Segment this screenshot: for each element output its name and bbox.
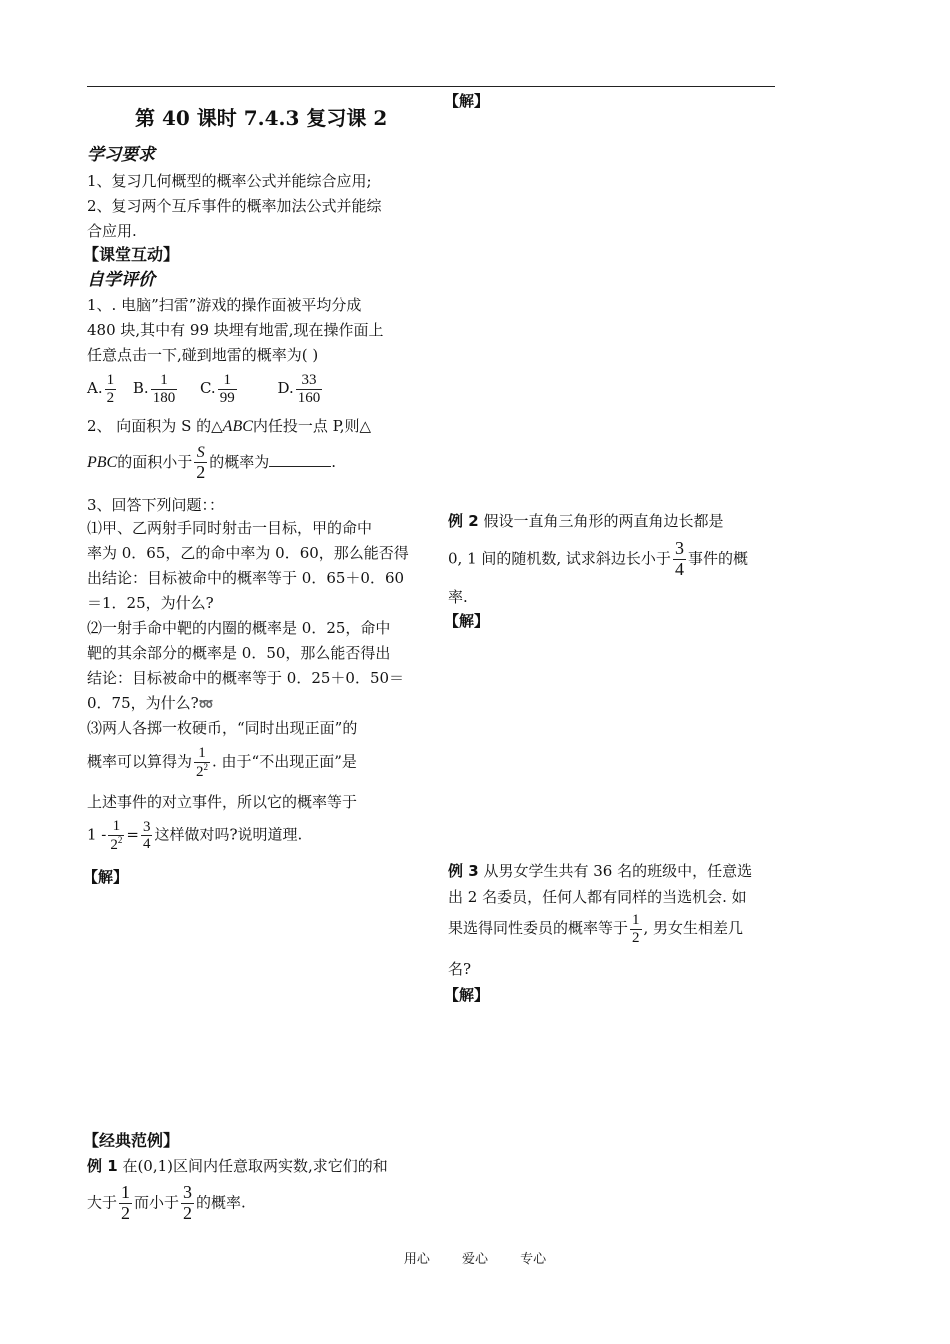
- page-footer: [0, 1248, 950, 1267]
- requirement-2-line2: 合应用.: [87, 222, 137, 240]
- option-c-label: C.: [199, 379, 216, 397]
- footer-a: 用心: [403, 1252, 430, 1267]
- ex2-line2: 0, 1 间的随机数, 试求斜边长小于 $\frac{3}{4}$ 事件的概: [448, 538, 748, 579]
- q3-p3-line1: ⑶两人各掷一枚硬币，“同时出现正面”的: [87, 719, 358, 737]
- answer-label-ex3: 【解】: [444, 986, 490, 1004]
- option-b-label: B.: [132, 379, 149, 397]
- ex2-fraction: $\frac{3}{4}$: [674, 538, 684, 579]
- answer-label-ex1: 【解】: [444, 92, 490, 110]
- answer-label-ex2: 【解】: [444, 612, 490, 630]
- q3-p3-line4: 1 - $\frac{1}{2^2}$ = $\frac{3}{4}$ 这样做对吗?说明道理.: [87, 818, 303, 853]
- ex3-line2: 出 2 名委员，任何人都有同样的当选机会. 如: [448, 888, 747, 906]
- footer-c: 专心: [520, 1252, 547, 1267]
- option-c-fraction: $\frac{1}{99}$: [219, 372, 235, 406]
- q3-p1-line2: 率为 0．65，乙的命中率为 0．60，那么能否得: [87, 544, 409, 562]
- footer-b: 爱心: [461, 1252, 488, 1267]
- q2-line2: PBC的面积小于 $\frac{S}{2}$ 的概率为 .: [87, 444, 337, 482]
- requirement-2-line1: 2、复习两个互斥事件的概率加法公式并能综: [87, 197, 382, 215]
- classic-heading: 【经典范例】: [83, 1131, 180, 1150]
- classroom-heading: 【课堂互动】: [83, 245, 180, 264]
- link-mark-icon: ➿: [198, 697, 214, 711]
- ex1-fraction-three-halves: $\frac{3}{2}$: [183, 1182, 193, 1223]
- option-b-fraction: $\frac{1}{180}$: [152, 372, 176, 406]
- q3-p1-line4: ＝1．25，为什么?: [87, 594, 214, 612]
- ex1-fraction-half: $\frac{1}{2}$: [121, 1182, 131, 1223]
- requirement-1: 1、复习几何概型的概率公式并能综合应用;: [87, 172, 372, 190]
- q3-p2-line1: ⑵一射手命中靶的内圈的概率是 0．25，命中: [87, 619, 391, 637]
- answer-label-q3: 【解】: [83, 868, 129, 886]
- q1-line1: 1、. 电脑”扫雷”游戏的操作面被平均分成: [87, 296, 362, 314]
- option-d-fraction: $\frac{33}{160}$: [297, 372, 321, 406]
- q3-intro: 3、回答下列问题：：: [87, 496, 225, 514]
- q3-fraction-half-squared: $\frac{1}{2^2}$: [196, 745, 209, 780]
- q2-fraction: $\frac{S}{2}$: [196, 444, 206, 482]
- q3-p1-line1: ⑴甲、乙两射手同时射击一目标，甲的命中: [87, 519, 373, 537]
- header-rule: [87, 86, 775, 87]
- q1-options: [87, 372, 324, 406]
- q3-p2-line3: 结论：目标被命中的概率等于 0．25＋0．50＝: [87, 669, 405, 687]
- q2-line1: 2、 向面积为 S 的△ABC内任投一点 P,则△: [87, 417, 372, 435]
- ex2-line1: 例 2 假设一直角三角形的两直角边长都是: [448, 512, 724, 530]
- ex3-fraction: $\frac{1}{2}$: [632, 912, 640, 946]
- ex3-line1: 例 3 从男女学生共有 36 名的班级中，任意选: [448, 862, 753, 880]
- ex3-line3: 果选得同性委员的概率等于 $\frac{1}{2}$ , 男女生相差几: [448, 912, 744, 946]
- q3-p3-line2: 概率可以算得为 $\frac{1}{2^2}$ . 由于“不出现正面”是: [87, 745, 357, 780]
- q1-line2: 480 块,其中有 99 块埋有地雷,现在操作面上: [87, 321, 384, 339]
- q3-p1-line3: 出结论：目标被命中的概率等于 0．65＋0．60: [87, 569, 405, 587]
- option-d-label: D.: [277, 379, 294, 397]
- q3-p2-line2: 靶的其余部分的概率是 0．50，那么能否得出: [87, 644, 391, 662]
- ex2-line3: 率.: [448, 588, 468, 606]
- option-a-fraction: $\frac{1}{2}$: [106, 372, 115, 406]
- ex1-line1: 例 1 在(0,1)区间内任意取两实数,求它们的和: [87, 1157, 388, 1175]
- q3-fraction-result: $\frac{3}{4}$: [142, 818, 151, 852]
- answer-blank[interactable]: [269, 454, 331, 467]
- ex1-line2: 大于 $\frac{1}{2}$ 而小于 $\frac{3}{2}$ 的概率.: [87, 1182, 246, 1223]
- page-title: 第 40 课时 7.4.3 复习课 2: [135, 106, 388, 130]
- ex3-line4: 名?: [448, 960, 472, 978]
- requirements-heading: 学习要求: [87, 145, 155, 165]
- q3-p2-line4: 0．75，为什么?➿: [87, 694, 214, 712]
- q3-fraction-one-minus: $\frac{1}{2^2}$: [110, 818, 123, 853]
- q3-p3-line3: 上述事件的对立事件，所以它的概率等于: [87, 793, 358, 811]
- option-a-label: A.: [87, 379, 103, 397]
- q1-line3: 任意点击一下,碰到地雷的概率为( ): [87, 346, 319, 364]
- self-eval-heading: 自学评价: [87, 270, 155, 290]
